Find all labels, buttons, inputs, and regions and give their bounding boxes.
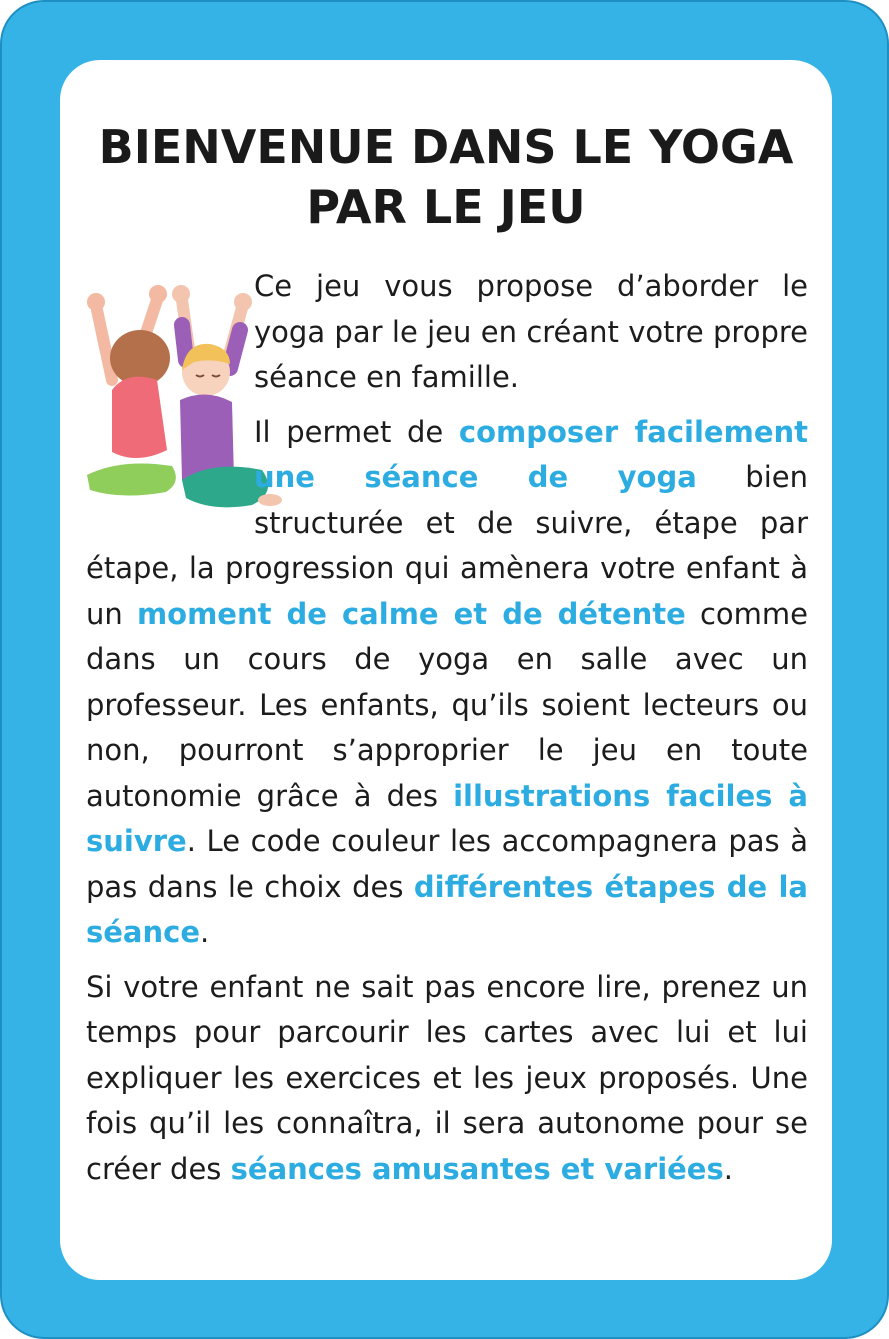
intro-text — [86, 264, 808, 1201]
illustration-spacer — [86, 264, 254, 506]
title-line-1: BIENVENUE DANS LE YOGA — [98, 119, 794, 174]
p2-highlight-4: différentes étapes de la séance — [86, 869, 808, 949]
p3-text-1: Si votre enfant ne sait pas encore lire, prenez un temps pour parcourir les cartes avec lui et lui expliquer les exercices et les jeux proposés. Une fois qu’il les connaîtra, il sera autonome pour se créer des — [86, 969, 808, 1186]
p2-text-3: comme dans un cours de yoga en salle avec un professeur. Les enfants, qu’ils soient lecteurs ou non, pourront s’approprier le jeu en toute autonomie grâce à des — [86, 596, 809, 813]
p2-text-1: Il permet de — [254, 414, 459, 449]
card-content — [60, 60, 832, 1280]
p2-highlight-2: moment de calme et de détente — [136, 596, 686, 631]
p2-highlight-1: composer facilement une séance de yoga — [254, 414, 808, 494]
p3-text-2: . — [723, 1151, 733, 1186]
p2-text-4: . Le code couleur les accompagnera pas à pas dans le choix des — [86, 824, 808, 904]
page-title — [60, 117, 832, 237]
p2-text-2: bien structurée et de suivre, étape par étape, la progression qui amènera votre enfant à un — [86, 460, 808, 631]
p2-text-5: . — [200, 915, 210, 949]
paragraph-1-text: Ce jeu vous propose d’aborder le yoga par le jeu en créant votre propre séance en famille. — [254, 269, 808, 394]
title-line-2: PAR LE JEU — [306, 179, 586, 234]
paragraph-1 — [86, 264, 808, 401]
p2-highlight-3: illustrations faciles à suivre — [86, 778, 808, 858]
paragraph-3 — [86, 965, 808, 1193]
p3-highlight-1: séances amusantes et variées — [230, 1151, 724, 1186]
